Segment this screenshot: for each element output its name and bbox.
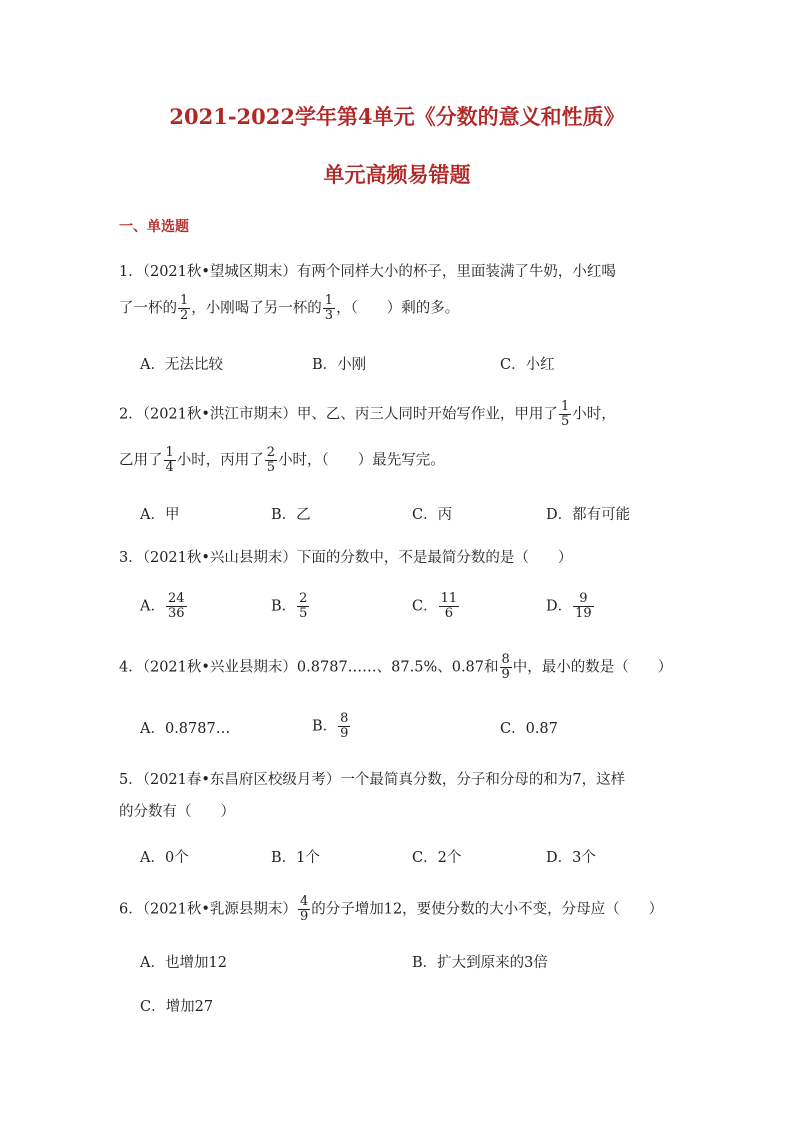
option-a[interactable]: A．甲 <box>140 507 180 523</box>
option-b[interactable]: B．扩大到原来的3倍 <box>412 955 548 971</box>
fraction: $\frac{8}{9}$ <box>501 652 510 682</box>
fraction: $\frac{1}{4}$ <box>165 445 174 475</box>
fraction: $\frac{4}{9}$ <box>299 894 309 924</box>
question-5-line-1: 5．（2021春•东昌府区校级月考）一个最简真分数，分子和分母的和为7，这样 <box>119 772 626 788</box>
option-a[interactable]: A．无法比较 <box>140 357 223 373</box>
option-c[interactable]: C．增加27 <box>140 999 214 1015</box>
option-c[interactable]: C．丙 <box>412 507 453 523</box>
question-2-line-2: 乙用了 $\frac{1}{4}$ 小时，丙用了 $\frac{2}{5}$ 小时，（ ）最先写完。 <box>119 445 445 475</box>
title-line-2: 单元高频易错题 <box>323 162 471 187</box>
option-b[interactable]: B． $\frac{8}{9}$ <box>312 711 349 741</box>
question-3-text: 3．（2021秋•兴山县期末）下面的分数中，不是最简分数的是（ ） <box>119 550 573 566</box>
fraction: $\frac{1}{5}$ <box>560 399 570 429</box>
option-c[interactable]: C．2个 <box>412 850 462 866</box>
option-b[interactable]: B．小刚 <box>312 357 367 373</box>
option-a[interactable]: A．0个 <box>140 850 189 866</box>
option-b[interactable]: B． $\frac{2}{5}$ <box>271 591 308 621</box>
option-b[interactable]: B．乙 <box>271 507 311 523</box>
option-b[interactable]: B．1个 <box>271 850 320 866</box>
option-c[interactable]: C．小红 <box>500 357 555 373</box>
question-4-text: 4．（2021秋•兴业县期末）0.8787……、87.5%、0.87和 $\frac{8}{9}$ 中，最小的数是（ ） <box>119 652 673 682</box>
section-heading: 一、单选题 <box>119 219 189 235</box>
option-c[interactable]: C．0.87 <box>500 721 558 737</box>
option-a[interactable]: A．0.8787… <box>140 721 231 737</box>
option-a[interactable]: A． $\frac{24}{36}$ <box>140 591 185 621</box>
question-2-line-1: 2．（2021秋•洪江市期末）甲、乙、丙三人同时开始写作业，甲用了 $\frac{1}{5}$ 小时， <box>119 399 616 429</box>
question-1-line-2: 了一杯的 $\frac{1}{2}$ ，小刚喝了另一杯的 $\frac{1}{3}$ ，（ ）剩的多。 <box>119 293 460 323</box>
option-c[interactable]: C． $\frac{11}{6}$ <box>412 591 458 621</box>
question-1-line-1: 1．（2021秋•望城区期末）有两个同样大小的杯子，里面装满了牛奶，小红喝 <box>119 264 616 280</box>
title-line-1: 2021-2022学年第4单元《分数的意义和性质》 <box>169 104 625 129</box>
question-1-text: 了一杯的 <box>119 300 177 317</box>
question-6-text: 6．（2021秋•乳源县期末） $\frac{4}{9}$ 的分子增加12，要使分数的大小不变，分母应（ ） <box>119 894 664 924</box>
fraction: $\frac{1}{2}$ <box>180 293 189 323</box>
option-d[interactable]: D．3个 <box>546 850 596 866</box>
question-5-line-2: 的分数有（ ） <box>119 804 235 820</box>
fraction: $\frac{1}{3}$ <box>324 293 334 323</box>
option-a[interactable]: A．也增加12 <box>140 955 227 971</box>
fraction: $\frac{2}{5}$ <box>266 445 276 475</box>
option-d[interactable]: D． $\frac{9}{19}$ <box>546 591 592 621</box>
option-d[interactable]: D．都有可能 <box>546 507 631 523</box>
